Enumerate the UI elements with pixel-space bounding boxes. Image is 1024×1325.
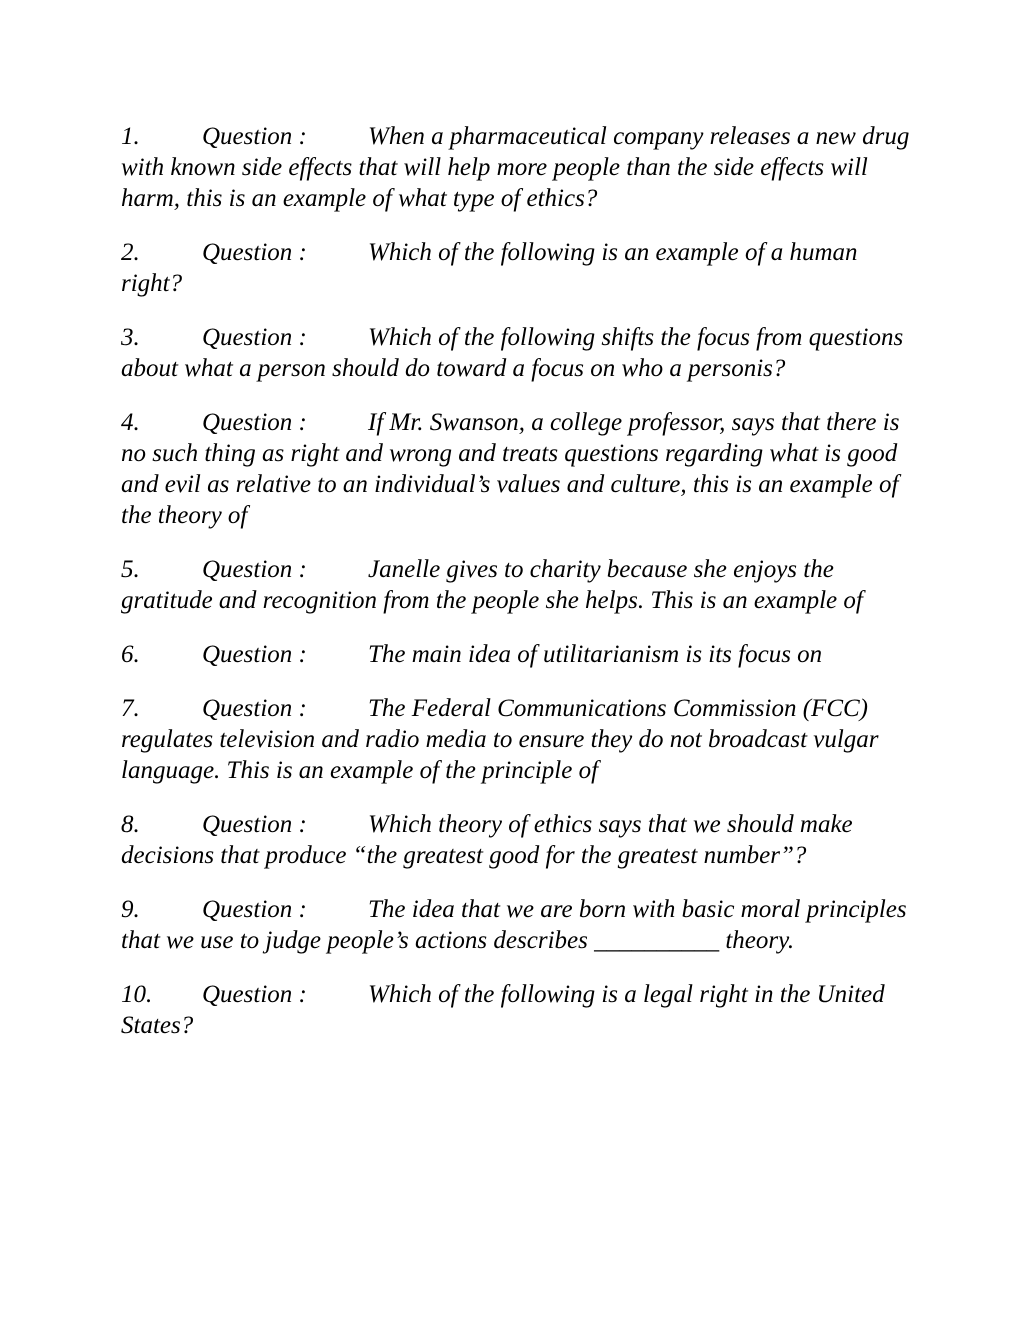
question-label: Question : [202, 556, 307, 583]
question-number: 9. [121, 896, 140, 923]
question-label: Question : [202, 239, 307, 266]
question-number: 1. [121, 123, 140, 150]
question-label: Question : [202, 695, 307, 722]
question-label: Question : [202, 811, 307, 838]
question-label: Question : [202, 641, 307, 668]
question-item-5 [121, 554, 911, 616]
question-item-1 [121, 121, 911, 214]
question-item-7 [121, 693, 911, 786]
question-text: If Mr. Swanson, a college professor, says that there is no such thing as right and wrong and treats questions regarding what is good and evil as relative to an individual’s values and culture, this is an example of the theory of [121, 409, 900, 529]
question-list [121, 121, 911, 1064]
question-item-2 [121, 237, 911, 299]
question-label: Question : [202, 123, 307, 150]
question-text: Which of the following is a legal right in the United States? [121, 981, 885, 1039]
question-number: 8. [121, 811, 140, 838]
question-number: 7. [121, 695, 140, 722]
question-text: Janelle gives to charity because she enjoys the gratitude and recognition from the people she helps. This is an example of [121, 556, 863, 614]
question-number: 4. [121, 409, 140, 436]
question-item-10 [121, 979, 911, 1041]
question-number: 3. [121, 324, 140, 351]
question-number: 10. [121, 981, 153, 1008]
question-label: Question : [202, 981, 307, 1008]
question-number: 2. [121, 239, 140, 266]
question-label: Question : [202, 409, 307, 436]
question-text: Which theory of ethics says that we should make decisions that produce “the greatest good for the greatest number”? [121, 811, 853, 869]
question-text: The Federal Communications Commission (FCC) regulates television and radio media to ensure they do not broadcast vulgar language. This is an example of the principle of [121, 695, 879, 784]
question-item-9 [121, 894, 911, 956]
question-item-4 [121, 407, 911, 531]
question-item-6 [121, 639, 911, 670]
question-text: Which of the following is an example of a human right? [121, 239, 858, 297]
question-item-3 [121, 322, 911, 384]
question-label: Question : [202, 896, 307, 923]
question-number: 5. [121, 556, 140, 583]
question-text: When a pharmaceutical company releases a new drug with known side effects that will help more people than the side effects will harm, this is an example of what type of ethics? [121, 123, 910, 212]
question-item-8 [121, 809, 911, 871]
question-number: 6. [121, 641, 140, 668]
question-text: Which of the following shifts the focus from questions about what a person should do toward a focus on who a personis? [121, 324, 904, 382]
question-label: Question : [202, 324, 307, 351]
question-text: The idea that we are born with basic moral principles that we use to judge people’s actions describes __________ theory. [121, 896, 907, 954]
question-text: The main idea of utilitarianism is its focus on [368, 641, 823, 668]
